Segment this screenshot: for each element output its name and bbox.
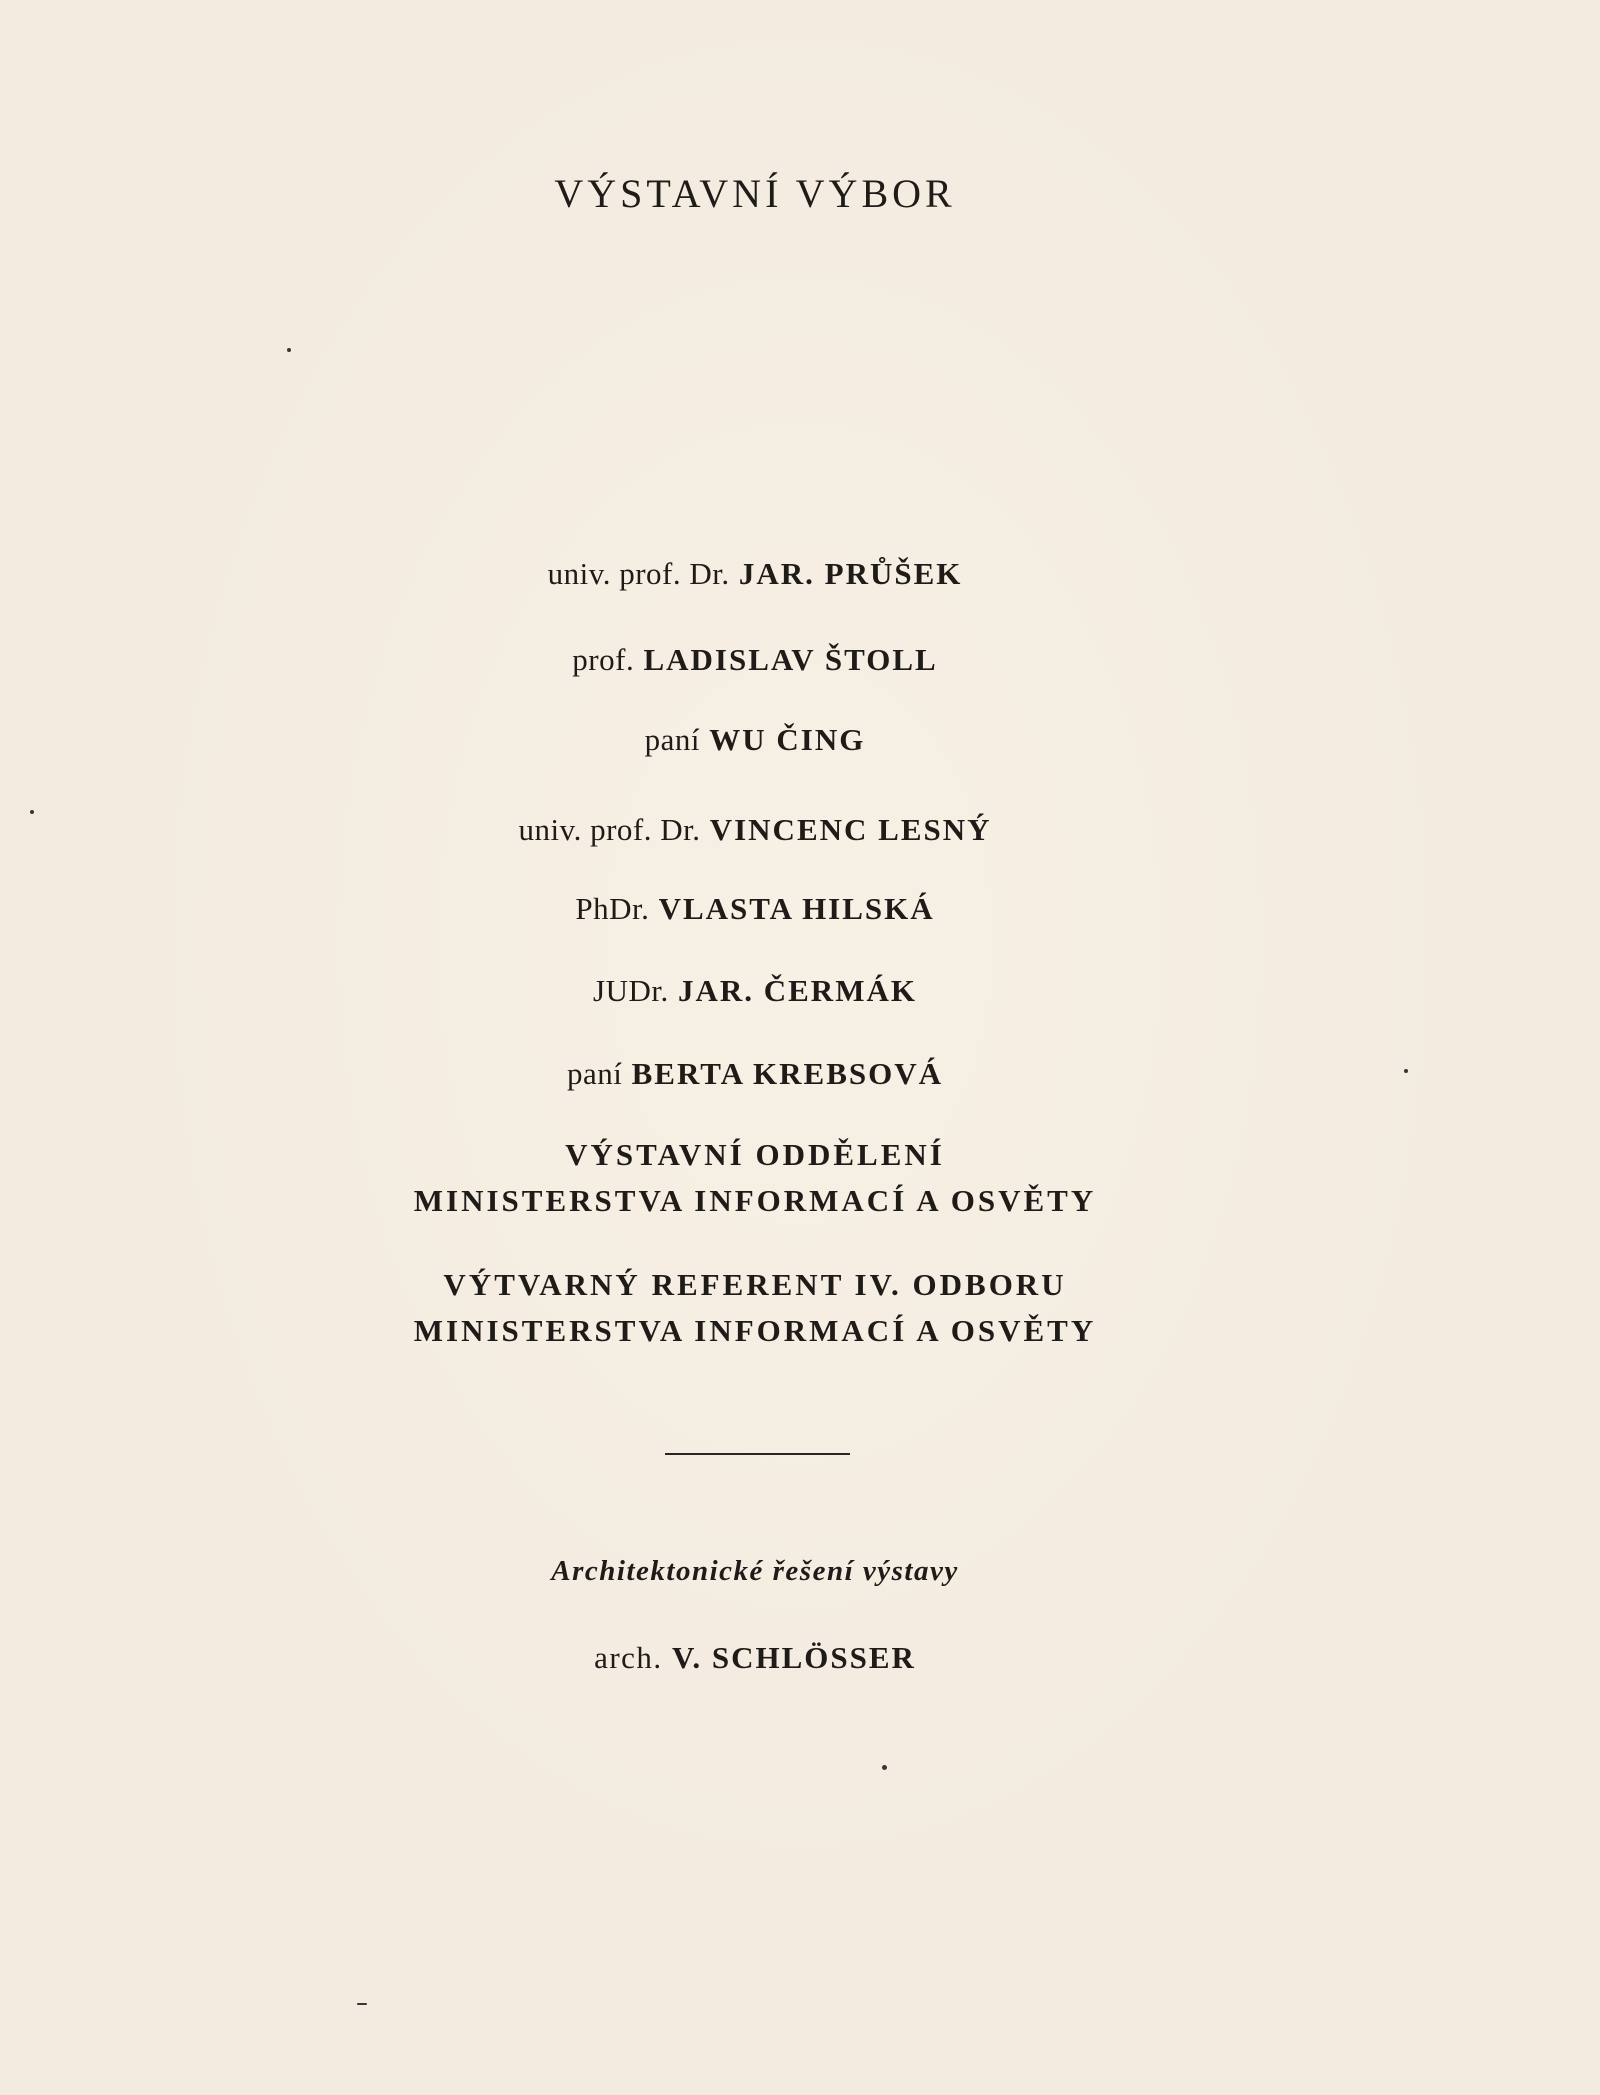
member-prefix: PhDr. — [575, 891, 650, 926]
member-name: JAR. ČERMÁK — [677, 973, 917, 1008]
member-prefix: prof. — [572, 642, 635, 677]
committee-member — [0, 973, 1510, 1009]
architect-credit — [0, 1640, 1510, 1676]
member-name: WU ČING — [709, 722, 866, 757]
committee-member — [0, 556, 1510, 592]
divider — [665, 1453, 850, 1455]
committee-member — [0, 812, 1510, 848]
paper-speck — [30, 810, 34, 814]
paper-speck — [882, 1765, 887, 1770]
department-line: VÝSTAVNÍ ODDĚLENÍ — [565, 1137, 945, 1172]
committee-member — [0, 1056, 1510, 1092]
paper-speck — [1404, 1069, 1408, 1073]
member-prefix: paní — [644, 722, 701, 757]
department-block — [0, 1262, 1510, 1354]
committee-member — [0, 642, 1510, 678]
architecture-caption: Architektonické řešení výstavy — [551, 1555, 959, 1587]
member-prefix: JUDr. — [593, 973, 669, 1008]
committee-member — [0, 722, 1510, 758]
member-name: JAR. PRŮŠEK — [738, 556, 963, 591]
member-prefix: paní — [566, 1056, 623, 1091]
department-block — [0, 1132, 1510, 1224]
paper-speck — [357, 2003, 367, 2005]
page-title: VÝSTAVNÍ VÝBOR — [554, 171, 956, 216]
member-name: VLASTA HILSKÁ — [658, 891, 935, 926]
architect-prefix: arch. — [594, 1640, 663, 1675]
paper-speck — [287, 348, 291, 352]
department-line: VÝTVARNÝ REFERENT IV. ODBORU — [443, 1267, 1067, 1302]
committee-member — [0, 891, 1510, 927]
member-prefix: univ. prof. Dr. — [518, 812, 701, 847]
member-name: LADISLAV ŠTOLL — [643, 642, 938, 677]
member-prefix: univ. prof. Dr. — [547, 556, 730, 591]
department-line: MINISTERSTVA INFORMACÍ A OSVĚTY — [413, 1183, 1097, 1218]
member-name: BERTA KREBSOVÁ — [631, 1056, 944, 1091]
architect-name: V. SCHLÖSSER — [671, 1640, 916, 1675]
member-name: VINCENC LESNÝ — [709, 812, 992, 847]
department-line: MINISTERSTVA INFORMACÍ A OSVĚTY — [413, 1313, 1097, 1348]
